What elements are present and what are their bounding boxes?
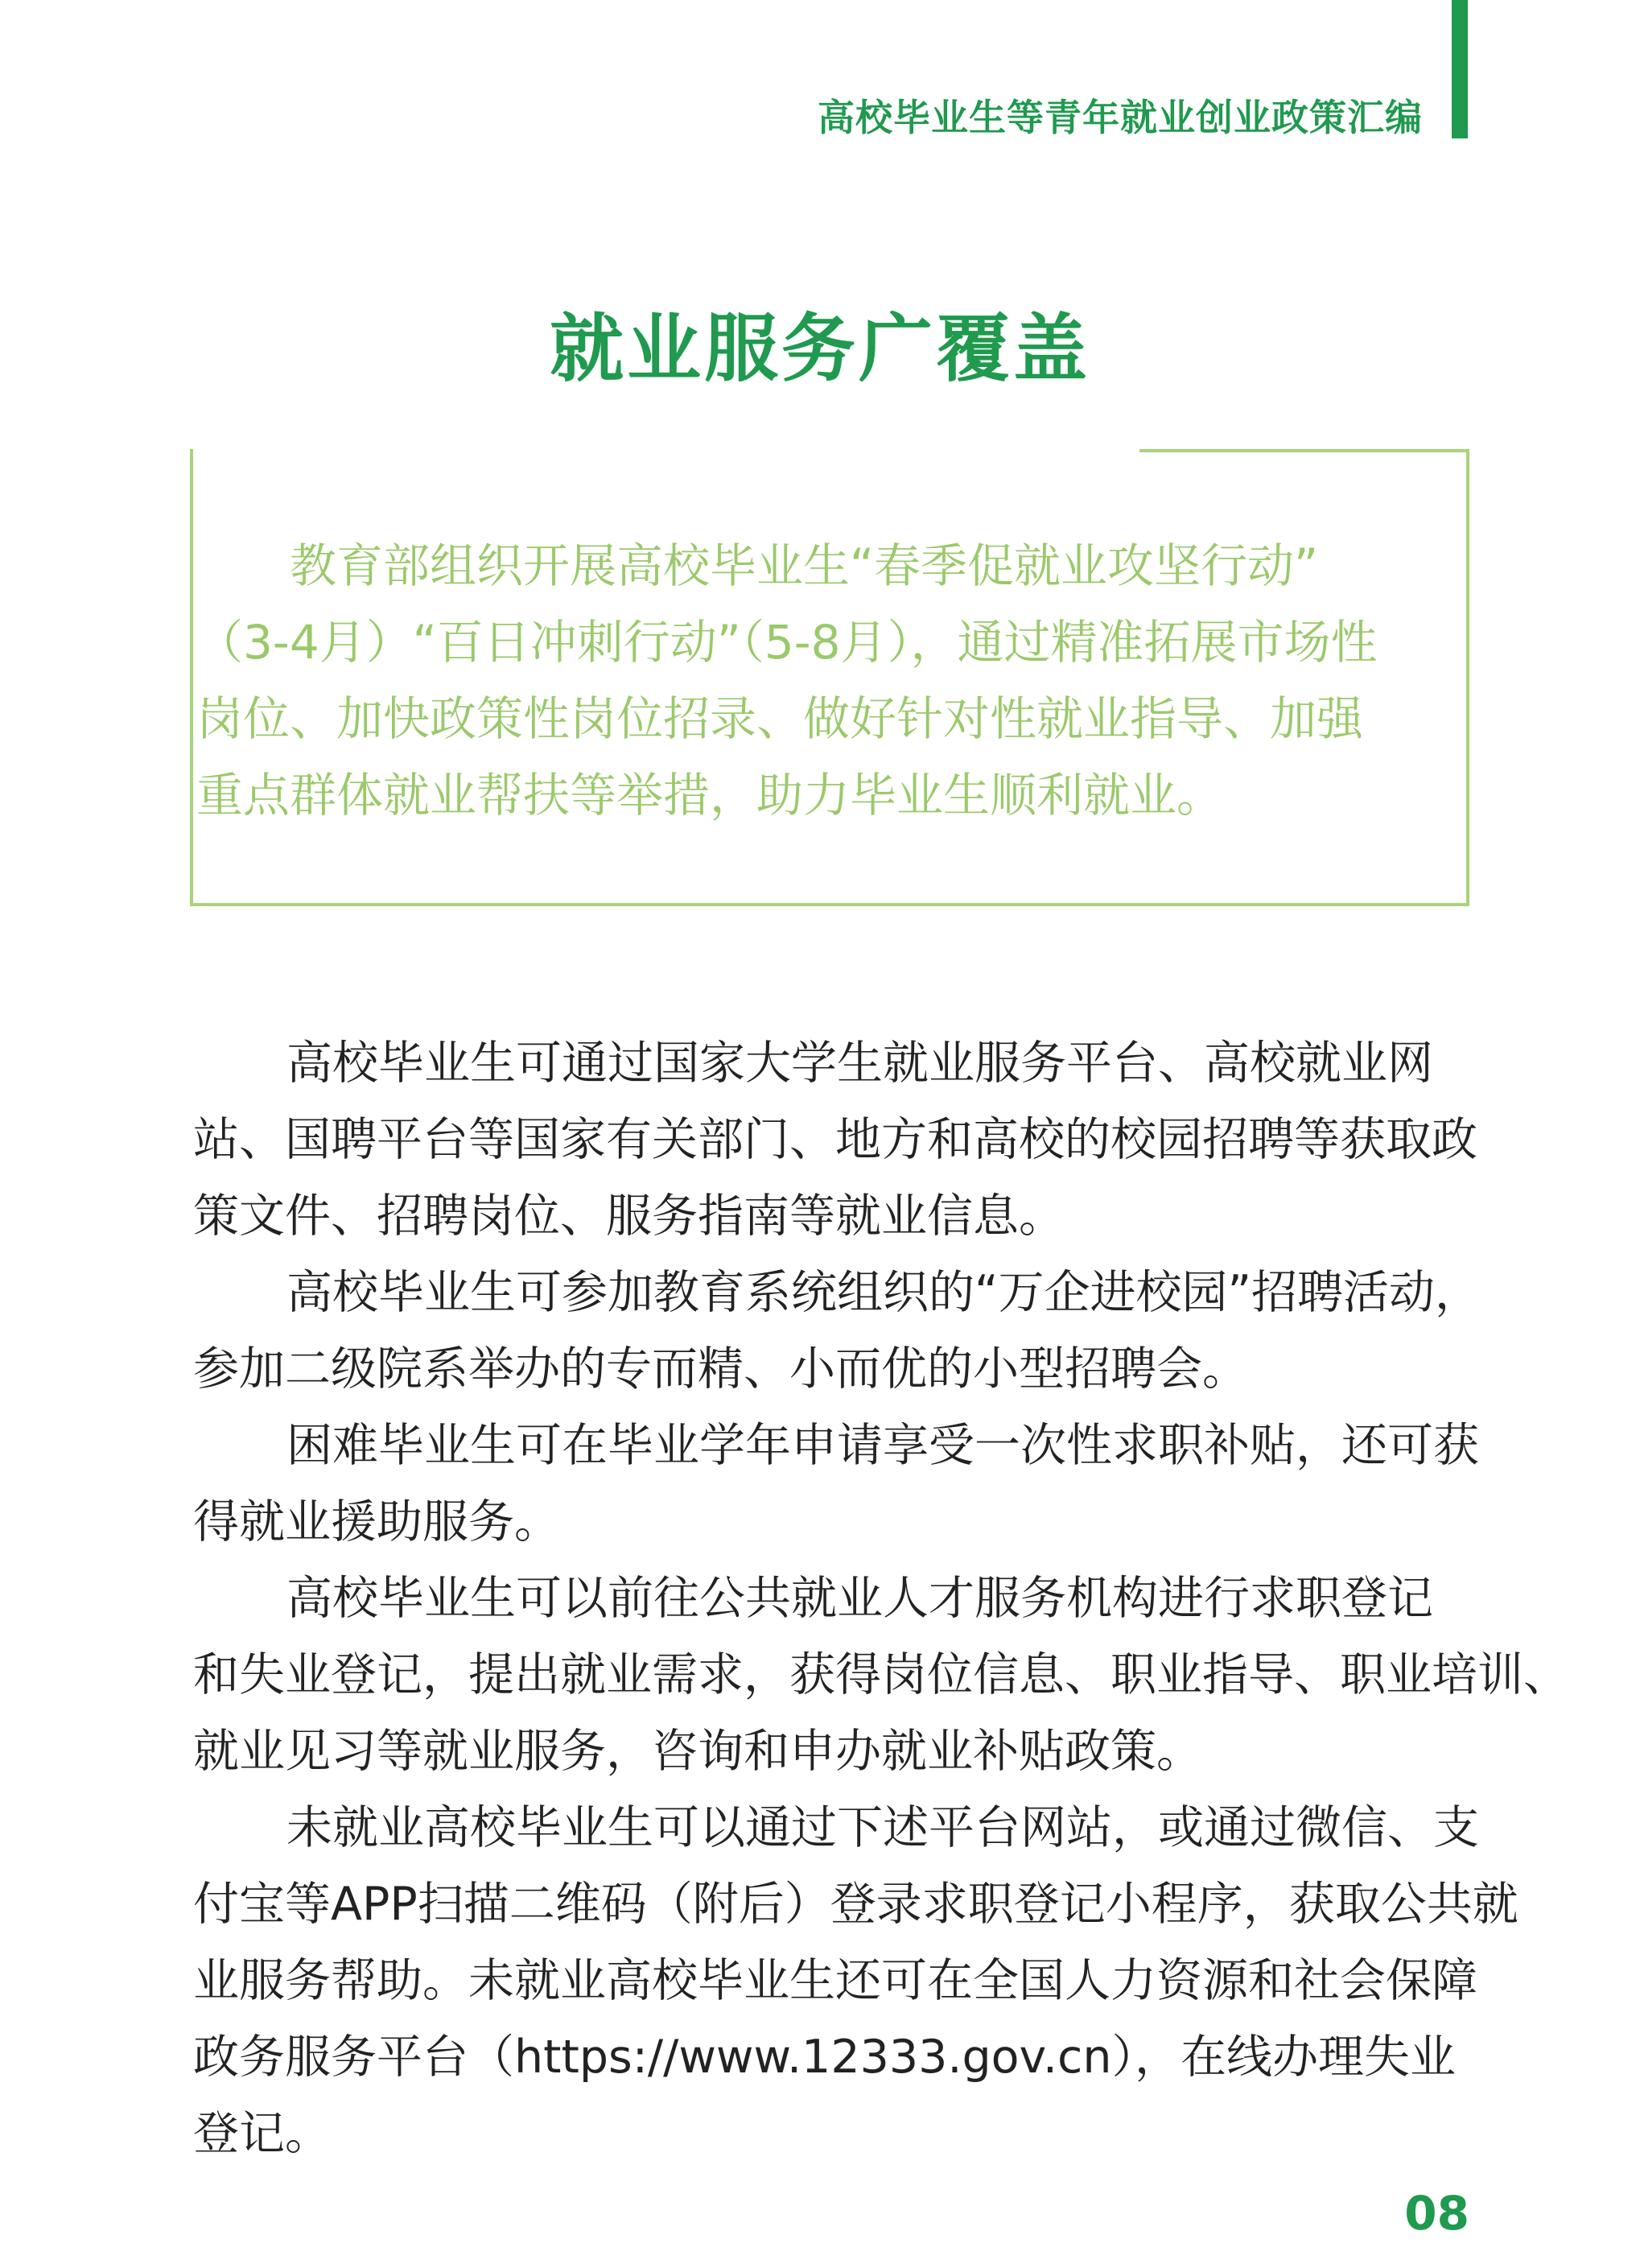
body-text <box>193 1025 1569 2172</box>
body-line: 政务服务平台（https://www.12333.gov.cn），在线办理失业 <box>193 2031 1456 2084</box>
summary-line: （3-4月）“百日冲刺行动”（5-8月），通过精准拓展市场性 <box>196 615 1378 670</box>
body-line: 付宝等APP扫描二维码（附后）登录求职登记小程序，获取公共就 <box>193 1878 1518 1931</box>
summary-line: 教育部组织开展高校毕业生“春季促就业攻坚行动” <box>290 538 1319 593</box>
body-line: 得就业援助服务。 <box>193 1495 560 1548</box>
header-accent-bar <box>1452 0 1468 138</box>
body-line: 高校毕业生可以前往公共就业人才服务机构进行求职登记 <box>286 1572 1433 1625</box>
body-line: 策文件、招聘岗位、服务指南等就业信息。 <box>193 1190 1065 1243</box>
body-line: 和失业登记，提出就业需求，获得岗位信息、职业指导、职业培训、 <box>193 1648 1569 1701</box>
summary-paragraph <box>196 528 1378 834</box>
body-line: 业服务帮助。未就业高校毕业生还可在全国人力资源和社会保障 <box>193 1954 1477 2007</box>
summary-line: 重点群体就业帮扶等举措，助力毕业生顺利就业。 <box>196 768 1224 823</box>
running-header: 高校毕业生等青年就业创业政策汇编 <box>818 96 1423 139</box>
body-line: 困难毕业生可在毕业学年申请享受一次性求职补贴，还可获 <box>286 1419 1479 1472</box>
body-line: 高校毕业生可参加教育系统组织的“万企进校园”招聘活动， <box>286 1266 1481 1319</box>
body-line: 高校毕业生可通过国家大学生就业服务平台、高校就业网 <box>286 1037 1433 1090</box>
body-line: 未就业高校毕业生可以通过下述平台网站，或通过微信、支 <box>286 1801 1479 1854</box>
body-line: 登记。 <box>193 2107 331 2160</box>
page-title: 就业服务广覆盖 <box>549 306 1090 392</box>
body-line: 就业见习等就业服务，咨询和申办就业补贴政策。 <box>193 1725 1202 1778</box>
summary-line: 岗位、加快政策性岗位招录、做好针对性就业指导、加强 <box>196 691 1364 746</box>
page-number: 08 <box>1404 2186 1469 2241</box>
body-line: 参加二级院系举办的专而精、小而优的小型招聘会。 <box>193 1342 1248 1396</box>
summary-box-top-border <box>1139 449 1469 452</box>
body-line: 站、国聘平台等国家有关部门、地方和高校的校园招聘等获取政 <box>193 1113 1477 1166</box>
